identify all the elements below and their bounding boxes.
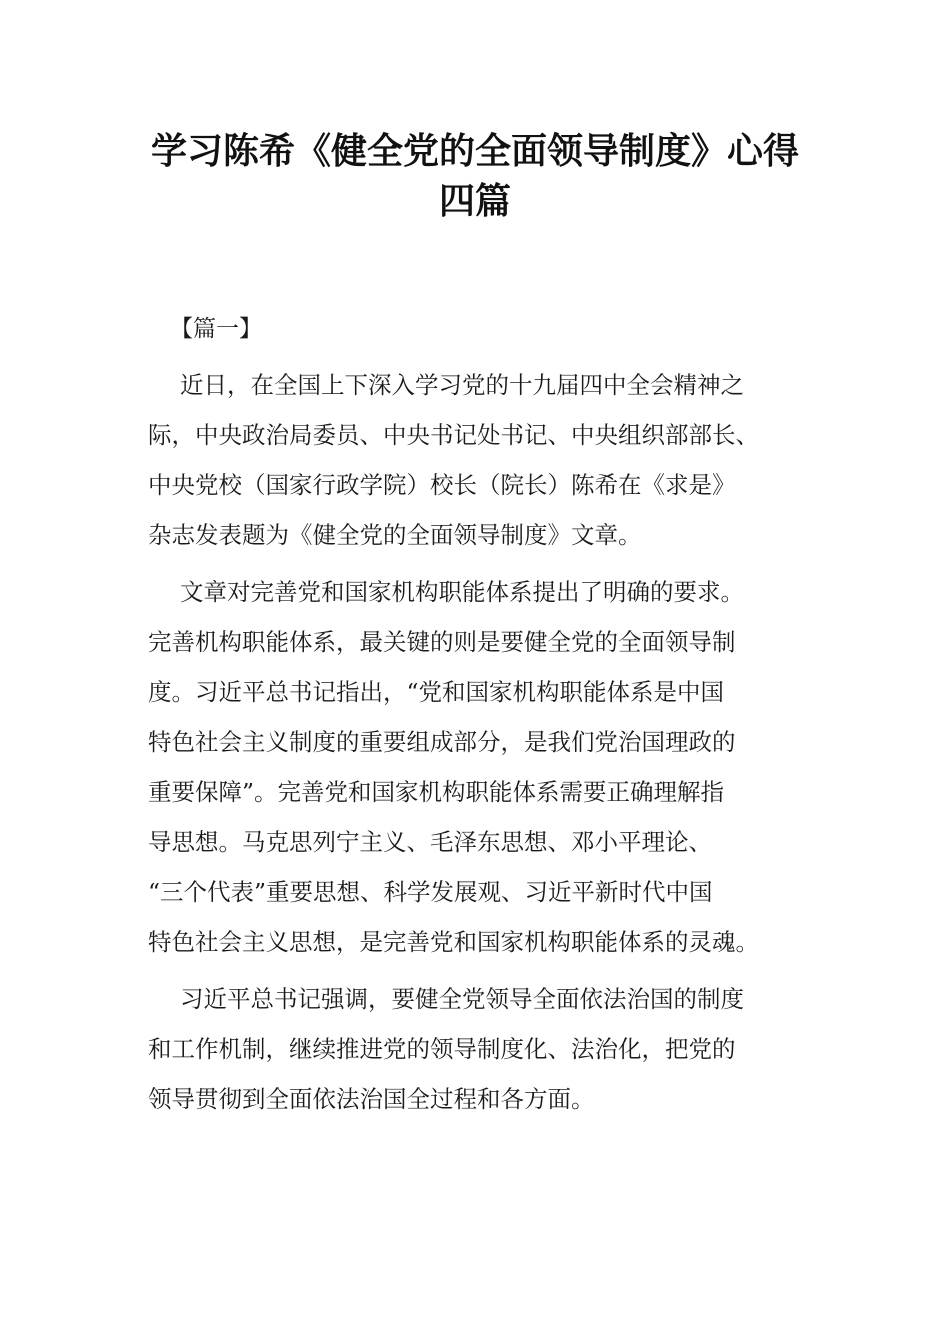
document-title <box>120 126 830 226</box>
paragraph-line: 特色社会主义思想，是完善党和国家机构职能体系的灵魂。 <box>148 928 759 956</box>
paragraph-line: 近日，在全国上下深入学习党的十九届四中全会精神之 <box>180 371 744 399</box>
paragraph-line: 度。习近平总书记指出，“党和国家机构职能体系是中国 <box>148 678 725 706</box>
body-text <box>148 360 808 1124</box>
paragraph-line: 习近平总书记强调，要健全党领导全面依法治国的制度 <box>180 985 744 1013</box>
paragraph-line: 杂志发表题为《健全党的全面领导制度》文章。 <box>148 521 642 549</box>
paragraph-line: 际，中央政治局委员、中央书记处书记、中央组织部部长、 <box>148 421 759 449</box>
paragraph-line: “三个代表”重要思想、科学发展观、习近平新时代中国 <box>148 878 713 906</box>
title-line-2: 四篇 <box>438 180 511 222</box>
paragraph-3 <box>148 974 808 1124</box>
paragraph-2 <box>148 567 808 967</box>
paragraph-line: 导思想。马克思列宁主义、毛泽东思想、邓小平理论、 <box>148 828 712 856</box>
paragraph-line: 重要保障”。完善党和国家机构职能体系需要正确理解指 <box>148 778 725 806</box>
paragraph-line: 完善机构职能体系，最关键的则是要健全党的全面领导制 <box>148 628 736 656</box>
paragraph-line: 文章对完善党和国家机构职能体系提出了明确的要求。 <box>180 578 744 606</box>
paragraph-1 <box>148 360 808 560</box>
section-heading: 【篇一】 <box>170 316 262 342</box>
paragraph-line: 领导贯彻到全面依法治国全过程和各方面。 <box>148 1085 595 1113</box>
paragraph-line: 和工作机制，继续推进党的领导制度化、法治化，把党的 <box>148 1035 736 1063</box>
title-line-1: 学习陈希《健全党的全面领导制度》心得 <box>150 130 799 172</box>
paragraph-line: 中央党校（国家行政学院）校长（院长）陈希在《求是》 <box>148 471 736 499</box>
paragraph-line: 特色社会主义制度的重要组成部分，是我们党治国理政的 <box>148 728 736 756</box>
